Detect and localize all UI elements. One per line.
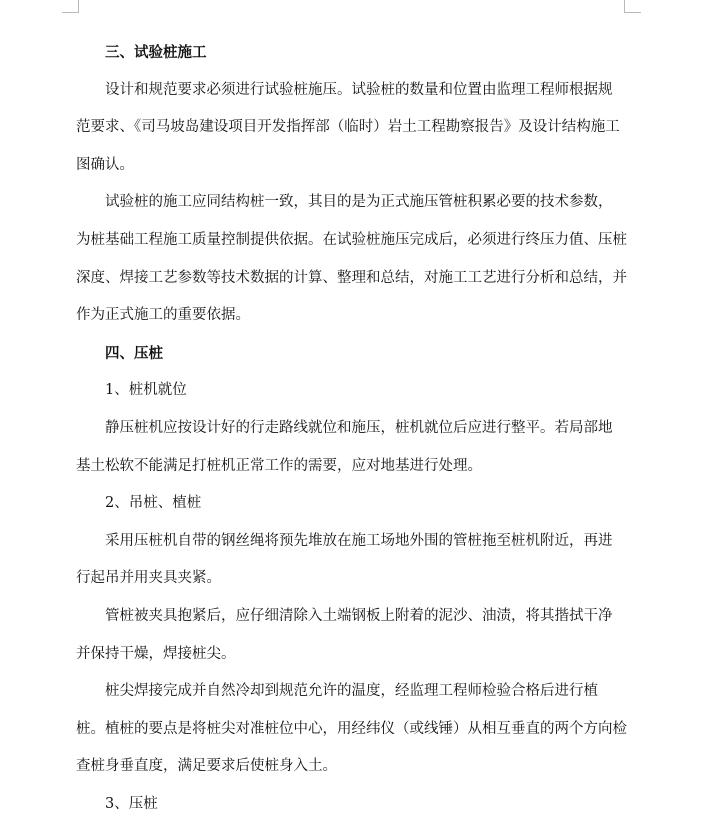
paragraph-line: 采用压桩机自带的钢丝绳将预先堆放在施工场地外围的管桩拖至桩机附近，再进 (105, 532, 613, 549)
document-body (76, 34, 632, 823)
paragraph-line: 图确认。 (76, 156, 134, 173)
paragraph-line: 试验桩的施工应同结构桩一致，其目的是为正式施压管桩积累必要的技术参数， (105, 194, 613, 211)
section-heading-4: 四、压桩 (105, 344, 163, 362)
paragraph-line: 行起吊并用夹具夹紧。 (76, 570, 221, 587)
paragraph-line: 管桩被夹具抱紧后，应仔细清除入土端钢板上附着的泥沙、油渍，将其揩拭干净 (105, 607, 613, 624)
paragraph-line: 深度、焊接工艺参数等技术数据的计算、整理和总结，对施工工艺进行分析和总结，并 (76, 269, 627, 286)
subsection-heading: 1、桩机就位 (105, 382, 187, 399)
crop-mark-top-right (624, 0, 641, 13)
paragraph-line: 作为正式施工的重要依据。 (76, 307, 250, 324)
paragraph-line: 为桩基础工程施工质量控制提供依据。在试验桩施压完成后，必须进行终压力值、压桩 (76, 231, 627, 248)
paragraph-line: 桩。植桩的要点是将桩尖对准桩位中心，用经纬仪（或线锤）从相互垂直的两个方向检 (76, 720, 627, 737)
section-heading-3: 三、试验桩施工 (105, 44, 207, 61)
subsection-heading: 3、压桩 (105, 795, 158, 812)
subsection-heading: 2、吊桩、植桩 (105, 495, 202, 512)
paragraph-line: 设计和规范要求必须进行试验桩施压。试验桩的数量和位置由监理工程师根据规 (105, 81, 613, 98)
paragraph-line: 桩尖焊接完成并自然冷却到规范允许的温度，经监理工程师检验合格后进行植 (105, 683, 598, 700)
paragraph-line: 并保持干燥，焊接桩尖。 (76, 645, 236, 662)
paragraph-line: 查桩身垂直度，满足要求后使桩身入土。 (76, 758, 337, 775)
paragraph-line: 静压桩机应按设计好的行走路线就位和施压，桩机就位后应进行整平。若局部地 (105, 419, 613, 436)
paragraph-line: 基土松软不能满足打桩机正常工作的需要，应对地基进行处理。 (76, 457, 482, 474)
crop-mark-top-left (62, 0, 79, 13)
paragraph-line: 范要求、《司马坡岛建设项目开发指挥部（临时）岩土工程勘察报告》及设计结构施工 (76, 119, 620, 136)
